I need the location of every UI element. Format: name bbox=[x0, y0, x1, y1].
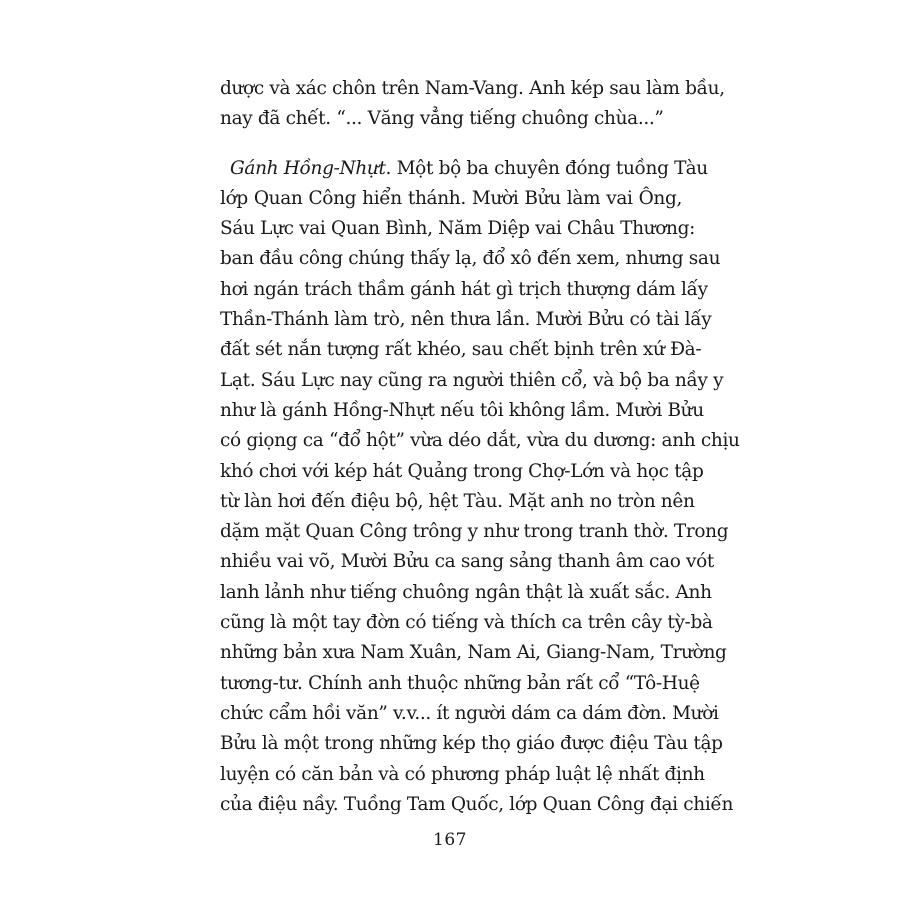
text-line bbox=[220, 154, 708, 184]
text-line: chức cẩm hồi văn” v.v... ít người dám ca dám đờn. Mười bbox=[220, 702, 719, 724]
section-title-italic: Gánh Hồng-Nhựt bbox=[230, 157, 386, 179]
text-line: có giọng ca “đổ hột” vừa déo dắt, vừa du dương: anh chịu bbox=[220, 430, 740, 452]
text-line: dược và xác chôn trên Nam-Vang. Anh kép sau làm bầu, bbox=[220, 78, 725, 99]
text-line: dặm mặt Quan Công trông y như trong tranh thờ. Trong bbox=[220, 521, 729, 543]
text-line: từ làn hơi đến điệu bộ, hệt Tàu. Mặt anh no tròn nên bbox=[220, 490, 695, 512]
text-line: cũng là một tay đờn có tiếng và thích ca trên cây tỳ-bà bbox=[220, 612, 713, 634]
text-line: luyện có căn bản và có phương pháp luật lệ nhất định bbox=[220, 763, 705, 785]
text-line: lớp Quan Công hiển thánh. Mười Bửu làm vai Ông, bbox=[220, 187, 682, 209]
paragraph-2 bbox=[220, 154, 740, 821]
text-span: . Một bộ ba chuyên đóng tuồng Tàu bbox=[385, 157, 708, 179]
text-line: đất sét nắn tượng rất khéo, sau chết bịnh trên xứ Đà- bbox=[220, 339, 702, 361]
text-line: hơi ngán trách thầm gánh hát gì trịch thượng dám lấy bbox=[220, 278, 708, 300]
page-number: 167 bbox=[433, 830, 467, 850]
text-line: ban đầu công chúng thấy lạ, đổ xô đến xem, nhưng sau bbox=[220, 248, 721, 270]
text-line: tương-tư. Chính anh thuộc những bản rất cổ “Tô-Huệ bbox=[220, 672, 700, 694]
text-line: khó chơi với kép hát Quảng trong Chợ-Lớn và học tập bbox=[220, 460, 704, 482]
page-text-block bbox=[220, 74, 740, 820]
text-line: như là gánh Hồng-Nhựt nếu tôi không lầm. Mười Bửu bbox=[220, 399, 704, 421]
paragraph-gap bbox=[220, 135, 682, 154]
text-line: Lạt. Sáu Lực nay cũng ra người thiên cổ, và bộ ba nầy y bbox=[220, 369, 724, 391]
paragraph-1 bbox=[220, 74, 725, 135]
text-line: Thần-Thánh làm trò, nên thưa lần. Mười Bửu có tài lấy bbox=[220, 309, 712, 331]
text-line: của điệu nầy. Tuồng Tam Quốc, lớp Quan Công đại chiến bbox=[220, 793, 734, 815]
text-line: những bản xưa Nam Xuân, Nam Ai, Giang-Nam, Trường bbox=[220, 642, 727, 664]
text-line: lanh lảnh như tiếng chuông ngân thật là xuất sắc. Anh bbox=[220, 581, 712, 603]
text-line: Sáu Lực vai Quan Bình, Năm Diệp vai Châu Thương: bbox=[220, 218, 695, 240]
text-line: nay đã chết. “... Văng vẳng tiếng chuông chùa...” bbox=[220, 108, 664, 130]
text-line: nhiều vai võ, Mười Bửu ca sang sảng thanh âm cao vót bbox=[220, 551, 715, 573]
text-line: Bửu là một trong những kép thọ giáo được điệu Tàu tập bbox=[220, 733, 723, 755]
